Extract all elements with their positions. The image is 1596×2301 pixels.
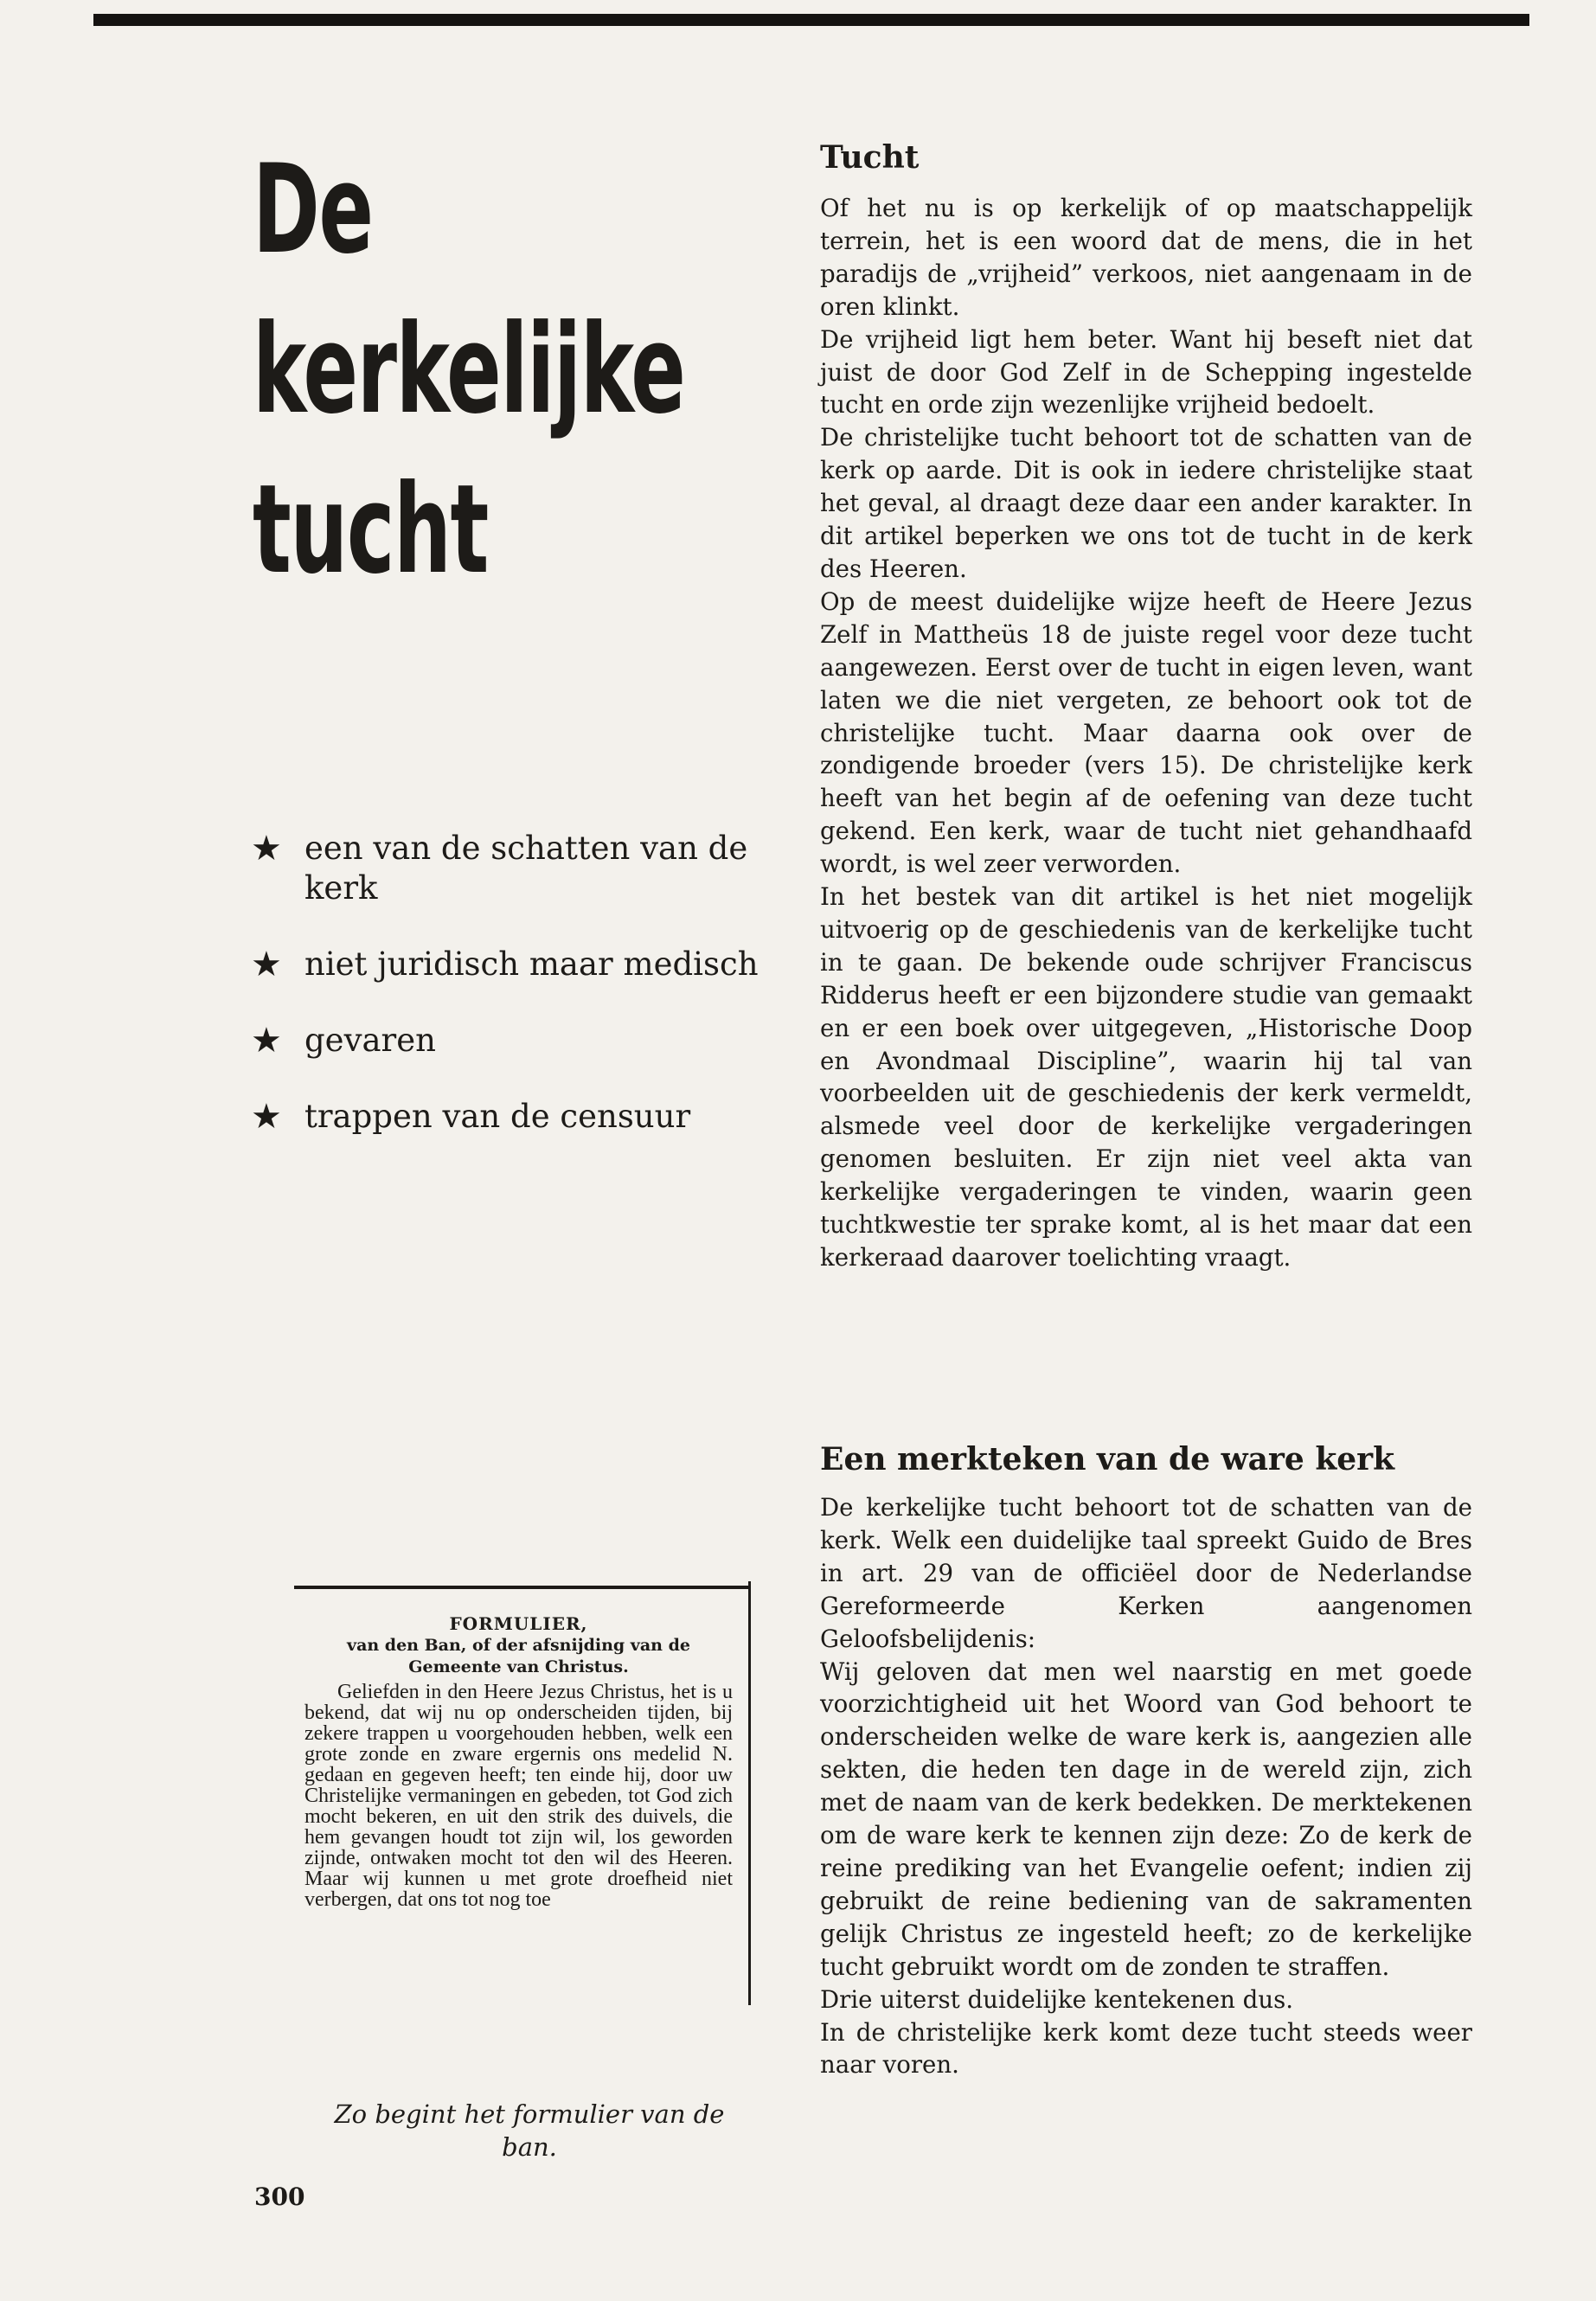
- box-corner-tick: [748, 1581, 751, 1593]
- formulier-body: Geliefden in den Heere Jezus Christus, het is u bekend, dat wij nu op onderscheiden tijden, bij zekere trappen u voorgehouden hebben, welk een grote zonde en zware ergernis ons medelid N. gedaan en gegeven heeft; ten einde hij, door uw Christelijke vermaningen en gebeden, tot God zich mocht bekeren, en uit den strik des duivels, die hem gevangen houdt tot zijn wil, los geworden zijnde, ontwaken mocht tot den wil des Heeren. Maar wij kunnen u met grote droefheid niet verbergen, dat ons tot nog toe: [304, 1681, 733, 1911]
- key-point-text: trappen van de censuur: [304, 1098, 691, 1135]
- section-tucht-body: [820, 192, 1472, 1274]
- title-line-2: kerkelijke: [253, 298, 685, 441]
- key-point-text: niet juridisch maar medisch: [304, 945, 759, 983]
- star-icon: ★: [251, 829, 282, 868]
- key-point: [251, 829, 804, 908]
- formulier-header: [304, 1613, 733, 1678]
- section-heading-merkteken: Een merkteken van de ware kerk: [820, 1441, 1395, 1477]
- paragraph: Of het nu is op kerkelijk of op maatschappelijk terrein, het is een woord dat de mens, die in het paradijs de „vrijheid” verkoos, niet aangenaam in de oren klinkt.: [820, 194, 1472, 321]
- section-heading-tucht: Tucht: [820, 139, 920, 176]
- star-icon: ★: [251, 1021, 282, 1061]
- paragraph: De vrijheid ligt hem beter. Want hij beseft niet dat juist de door God Zelf in de Schepping ingestelde tucht en orde zijn wezenlijke vrijheid bedoelt.: [820, 324, 1472, 420]
- title-line-1: De: [253, 138, 373, 281]
- paragraph: Op de meest duidelijke wijze heeft de Heere Jezus Zelf in Mattheüs 18 de juiste regel voor deze tucht aangewezen. Eerst over de tucht in eigen leven, want laten we die niet vergeten, ze behoort ook tot de christelijke tucht. Maar daarna ook over de zondigende broeder (vers 15). De christelijke kerk heeft van het begin af de oefening van deze tucht gekend. Een kerk, waar de tucht niet gehandhaafd wordt, is wel zeer verworden.: [820, 586, 1472, 879]
- article-title: [253, 130, 685, 610]
- paragraph: In het bestek van dit artikel is het niet mogelijk uitvoerig op de geschiedenis van de kerkelijke tucht in te gaan. De bekende oude schrijver Franciscus Ridderus heeft er een bijzondere studie van gemaakt en er een boek over uitgegeven, „Historische Doop en Avondmaal Discipline”, waarin hij tal van voorbeelden uit de geschiedenis der kerk vermeldt, alsmede veel door de kerkelijke vergaderingen genomen besluiten. Er zijn niet veel akta van kerkelijke vergaderingen te vinden, waarin geen tuchtkwestie ter sprake komt, al is het maar dat een kerkeraad daarover toelichting vraagt.: [820, 882, 1472, 1272]
- page-number: 300: [254, 2182, 305, 2211]
- key-point-text: een van de schatten van de kerk: [304, 830, 748, 907]
- key-point: [251, 1097, 804, 1137]
- formulier-excerpt-box: [294, 1586, 751, 2005]
- star-icon: ★: [251, 945, 282, 984]
- paragraph: De kerkelijke tucht behoort tot de schatten van de kerk. Welk een duidelijke taal spreekt Guido de Bres in art. 29 van de officiëel door de Nederlandse Gereformeerde Kerken aangenomen Geloofsbelijdenis:: [820, 1493, 1472, 1653]
- formulier-subtitle: van den Ban, of der afsnijding van de Gemeente van Christus.: [347, 1636, 690, 1676]
- section-merkteken-body: [820, 1491, 1472, 2081]
- title-line-3: tucht: [253, 458, 489, 601]
- formulier-title: FORMULIER,: [449, 1613, 588, 1634]
- paragraph: De christelijke tucht behoort tot de schatten van de kerk op aarde. Dit is ook in iedere christelijke staat het geval, al draagt deze daar een ander karakter. In dit artikel beperken we ons tot de tucht in de kerk des Heeren.: [820, 423, 1472, 583]
- formulier-caption: Zo begint het formulier van de ban.: [334, 2099, 725, 2162]
- paragraph: Wij geloven dat men wel naarstig en met goede voorzichtigheid uit het Woord van God behoort te onderscheiden welke de ware kerk is, aangezien alle sekten, die heden ten dage in de wereld zijn, zich met de naam van de kerk bedekken. De merktekenen om de ware kerk te kennen zijn deze: Zo de kerk de reine prediking van het Evangelie oefent; indien zij gebruikt de reine bediening van de sakramenten gelijk Christus ze ingesteld heeft; zo de kerkelijke tucht gebruikt wordt om de zonden te straffen.: [820, 1657, 1472, 1981]
- paragraph: Drie uiterst duidelijke kentekenen dus.: [820, 1984, 1294, 2014]
- key-point: [251, 1021, 804, 1061]
- key-point: [251, 945, 804, 984]
- star-icon: ★: [251, 1097, 282, 1137]
- key-point-text: gevaren: [304, 1022, 436, 1059]
- key-points-list: [251, 829, 804, 1173]
- top-rule: [93, 14, 1529, 26]
- paragraph: In de christelijke kerk komt deze tucht steeds weer naar voren.: [820, 2017, 1472, 2080]
